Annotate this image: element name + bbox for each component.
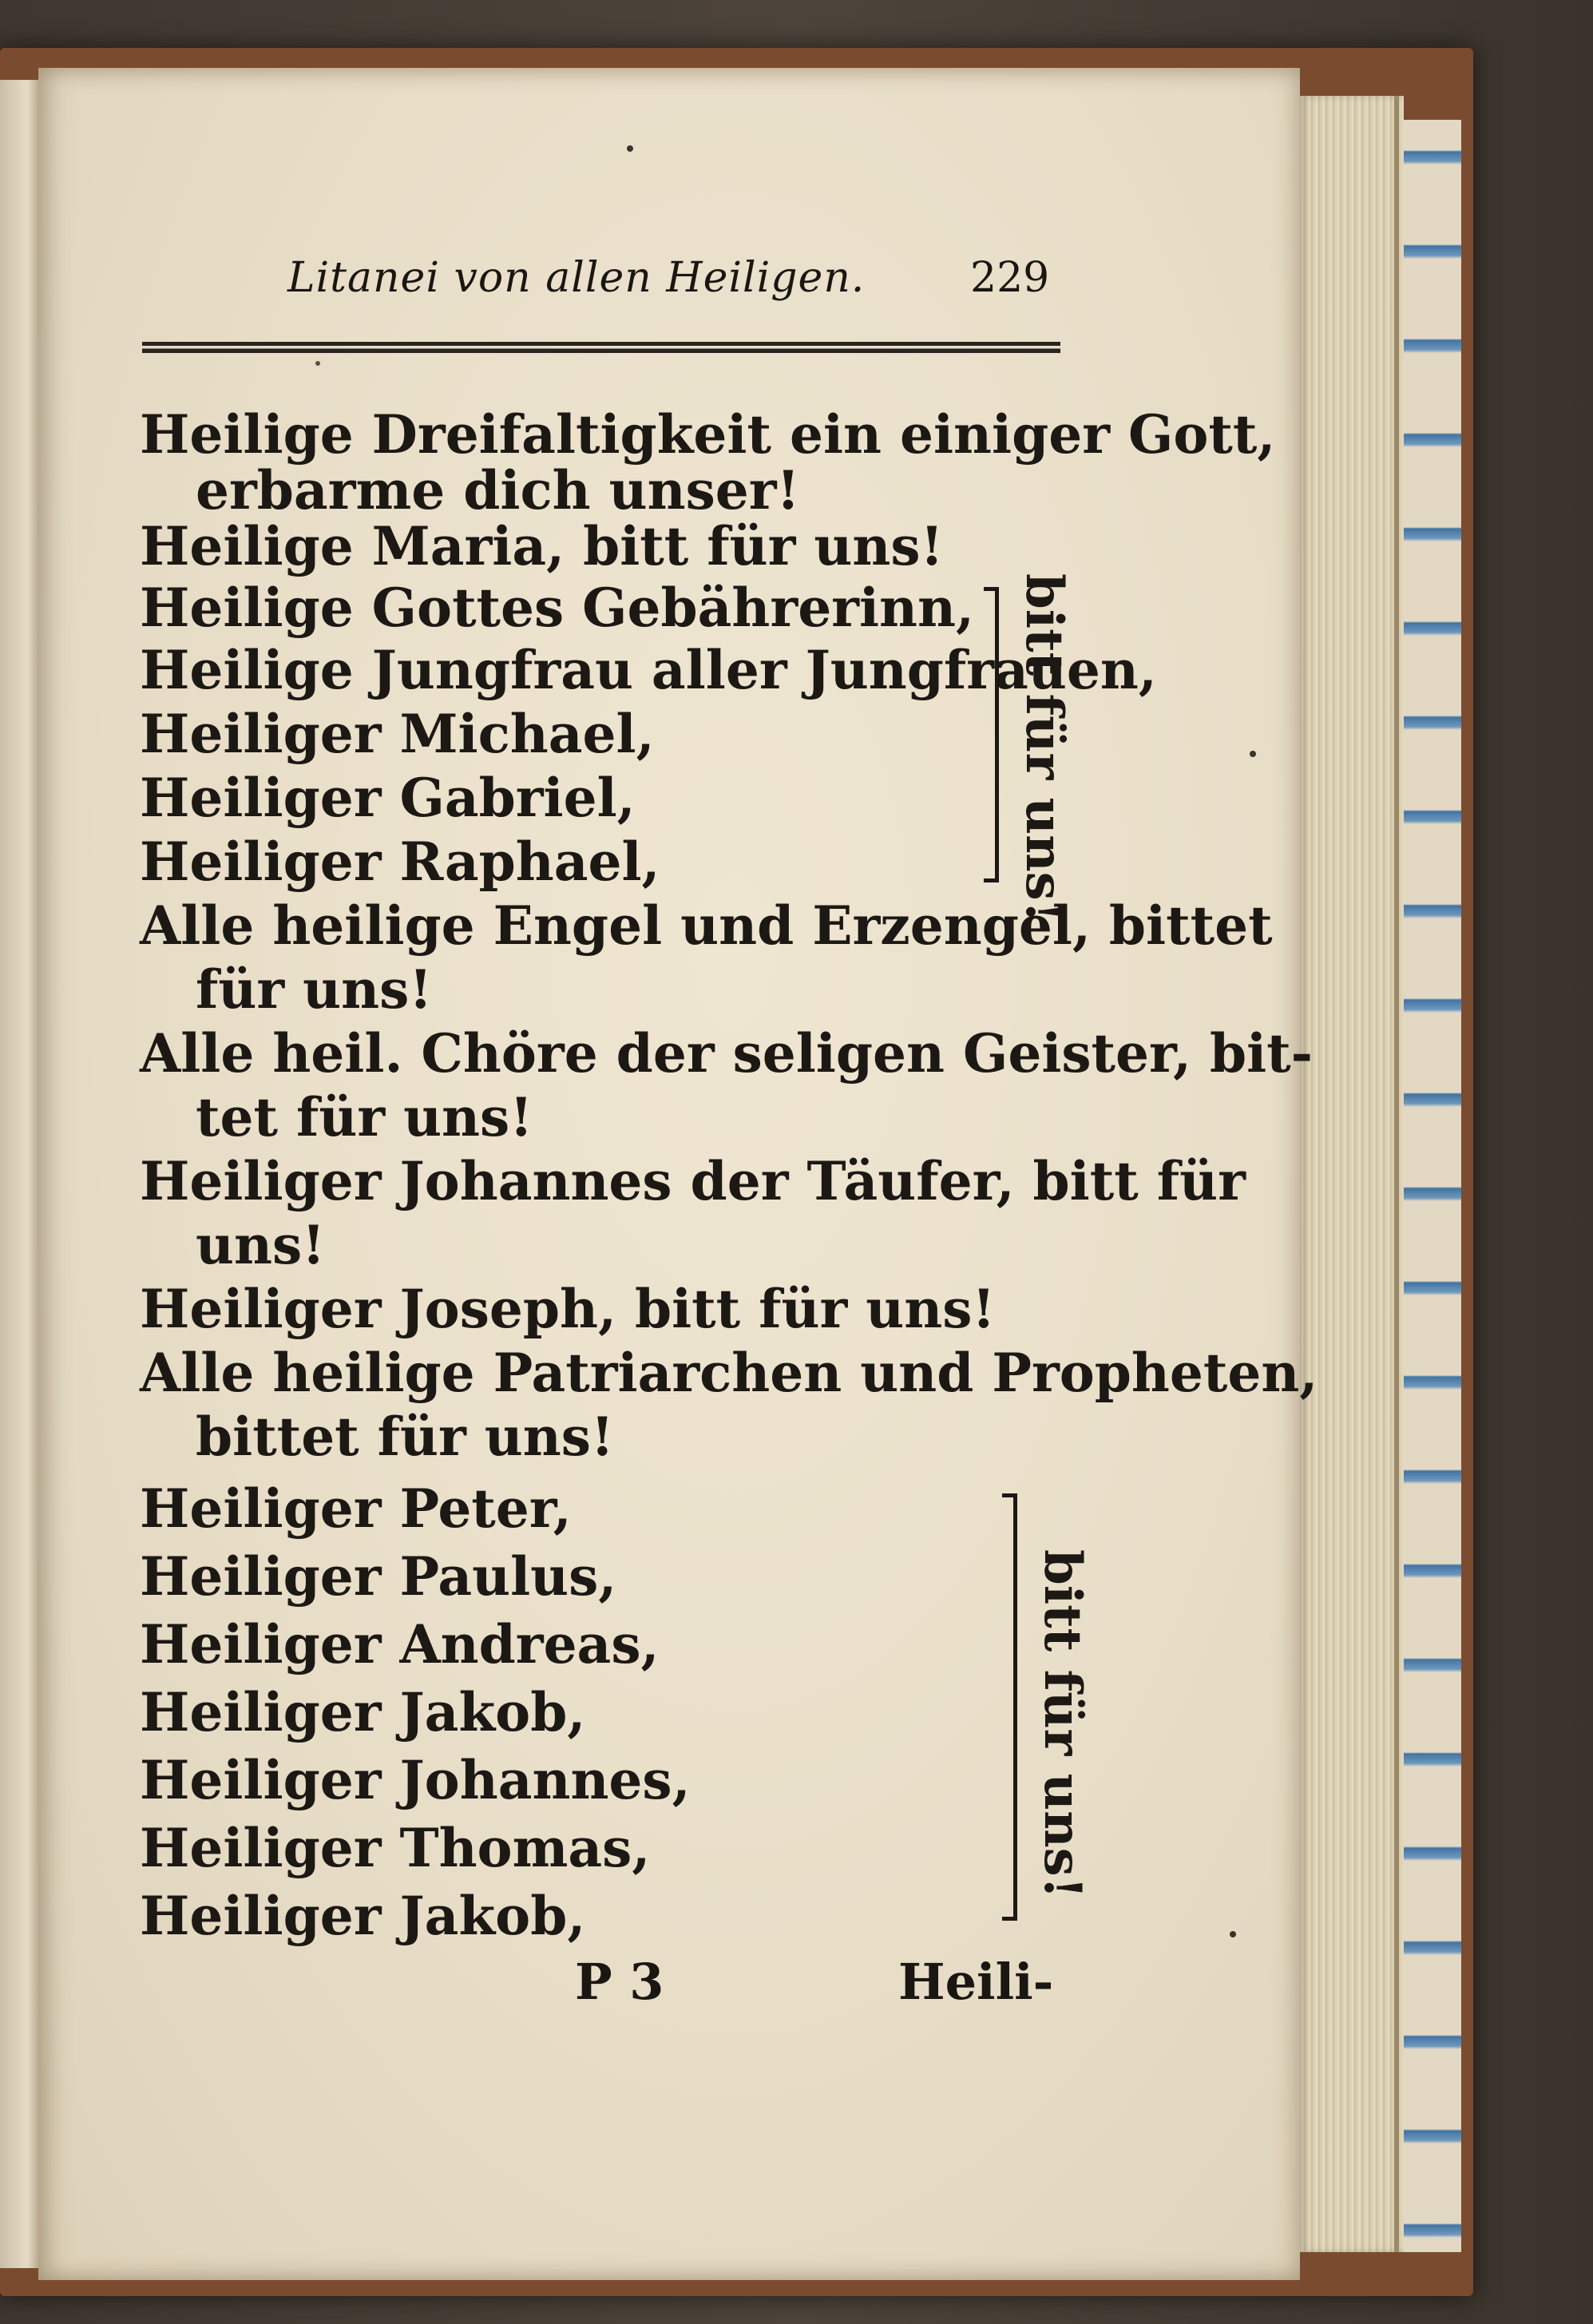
text-line: Alle heilige Engel und Erzengel, bittet [140, 894, 1273, 957]
text-line: Heiliger Johannes, [140, 1749, 691, 1811]
text-line: Heiliger Johannes der Täufer, bitt für [140, 1150, 1246, 1212]
text-line: Heiliger Jakob, [140, 1885, 586, 1947]
text-line: bittet für uns! [196, 1406, 614, 1468]
catchword: Heili- [898, 1953, 1054, 2011]
brace-text: bitt für uns! [1032, 1549, 1092, 1899]
brace-bracket [1002, 1493, 1017, 1921]
text-line: Heilige Jungfrau aller Jungfrauen, [140, 639, 1157, 701]
ink-speck [627, 145, 633, 152]
text-line: Heiliger Paulus, [140, 1545, 617, 1608]
rule-ornament [315, 361, 320, 366]
ink-speck [1250, 751, 1256, 757]
text-line: Heiliger Peter, [140, 1477, 572, 1540]
text-line: Heilige Maria, bitt für uns! [140, 515, 944, 577]
text-line: uns! [196, 1214, 326, 1276]
text-line: tet für uns! [196, 1086, 533, 1148]
text-line: Heilige Gottes Gebährerinn, [140, 577, 974, 639]
text-line: Heiliger Andreas, [140, 1613, 660, 1676]
text-line: für uns! [196, 958, 433, 1021]
previous-page-edge [0, 80, 38, 2268]
marbled-endpaper [1404, 120, 1461, 2252]
ink-speck [1230, 1931, 1236, 1937]
edge-divider [1394, 96, 1399, 2252]
text-line: Heiliger Michael, [140, 703, 655, 765]
text-line: erbarme dich unser! [196, 459, 800, 522]
text-line: Heiliger Gabriel, [140, 767, 636, 829]
header-rule [142, 342, 1060, 353]
text-line: Heiliger Jakob, [140, 1681, 586, 1743]
brace-bracket [984, 587, 999, 882]
text-line: Heilige Dreifaltigkeit ein einiger Gott, [140, 403, 1276, 466]
text-line: Heiliger Thomas, [140, 1817, 651, 1879]
running-title: Litanei von allen Heiligen. [287, 254, 866, 302]
brace-text: bitt für uns! [1014, 573, 1074, 923]
page-number: 229 [970, 254, 1050, 302]
text-line: Alle heilige Patriarchen und Propheten, [140, 1342, 1318, 1404]
signature-mark: P 3 [575, 1953, 664, 2011]
text-line: Alle heil. Chöre der seligen Geister, bit- [140, 1022, 1314, 1085]
text-line: Heiliger Joseph, bitt für uns! [140, 1278, 996, 1340]
page-edges [1300, 96, 1404, 2252]
text-line: Heiliger Raphael, [140, 831, 660, 893]
